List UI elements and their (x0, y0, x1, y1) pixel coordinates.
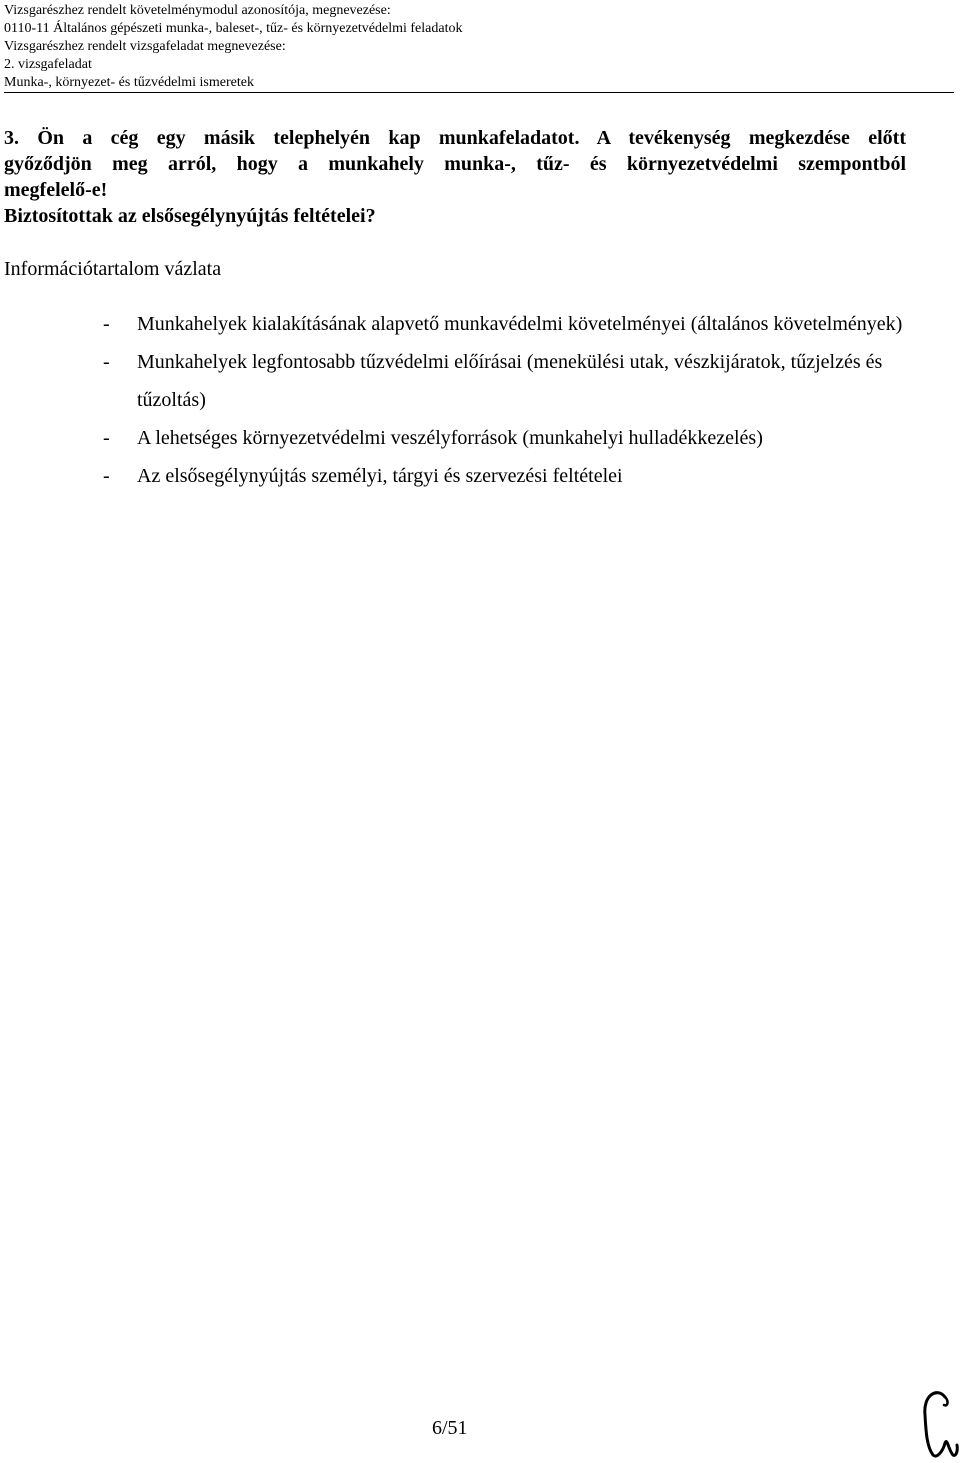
outline-item (103, 457, 903, 495)
page-number: 6/51 (432, 1417, 468, 1439)
outline-title: Információtartalom vázlata (4, 258, 222, 280)
header-line: Vizsgarészhez rendelt vizsgafeladat megnevezése: (4, 39, 286, 54)
outline-item-text: A lehetséges környezetvédelmi veszélyforrások (munkahelyi hulladékkezelés) (137, 427, 763, 449)
list-dash: - (103, 351, 110, 373)
list-dash: - (103, 427, 110, 449)
header-line: Munka-, környezet- és tűzvédelmi ismeretek (4, 75, 254, 90)
header-line: Vizsgarészhez rendelt követelménymodul azonosítója, megnevezése: (4, 3, 391, 18)
task-question (4, 125, 906, 229)
outline-item-text: Az elsősegélynyújtás személyi, tárgyi és szervezési feltételei (137, 465, 623, 487)
header-line: 0110-11 Általános gépészeti munka-, baleset-, tűz- és környezetvédelmi feladatok (4, 21, 463, 36)
outline-item (103, 419, 903, 457)
question-line: győződjön meg arról, hogy a munkahely munka-, tűz- és környezetvédelmi szempontból (4, 153, 906, 175)
question-line: Biztosítottak az elsősegélynyújtás feltételei? (4, 205, 376, 227)
list-dash: - (103, 313, 110, 335)
document-header (4, 2, 954, 93)
outline-item (103, 343, 903, 419)
question-line: megfelelő-e! (4, 179, 108, 201)
outline-list (103, 305, 903, 495)
signature-mark (915, 1385, 960, 1460)
outline-item-text: Munkahelyek legfontosabb tűzvédelmi előírásai (menekülési utak, vészkijáratok, tűzjelzés és tűzoltás) (137, 351, 883, 411)
question-line: 3. Ön a cég egy másik telephelyén kap munkafeladatot. A tevékenység megkezdése előtt (4, 127, 906, 149)
header-line: 2. vizsgafeladat (4, 57, 92, 72)
outline-item (103, 305, 903, 343)
outline-item-text: Munkahelyek kialakításának alapvető munkavédelmi követelményei (általános követelmények) (137, 313, 903, 335)
list-dash: - (103, 465, 110, 487)
